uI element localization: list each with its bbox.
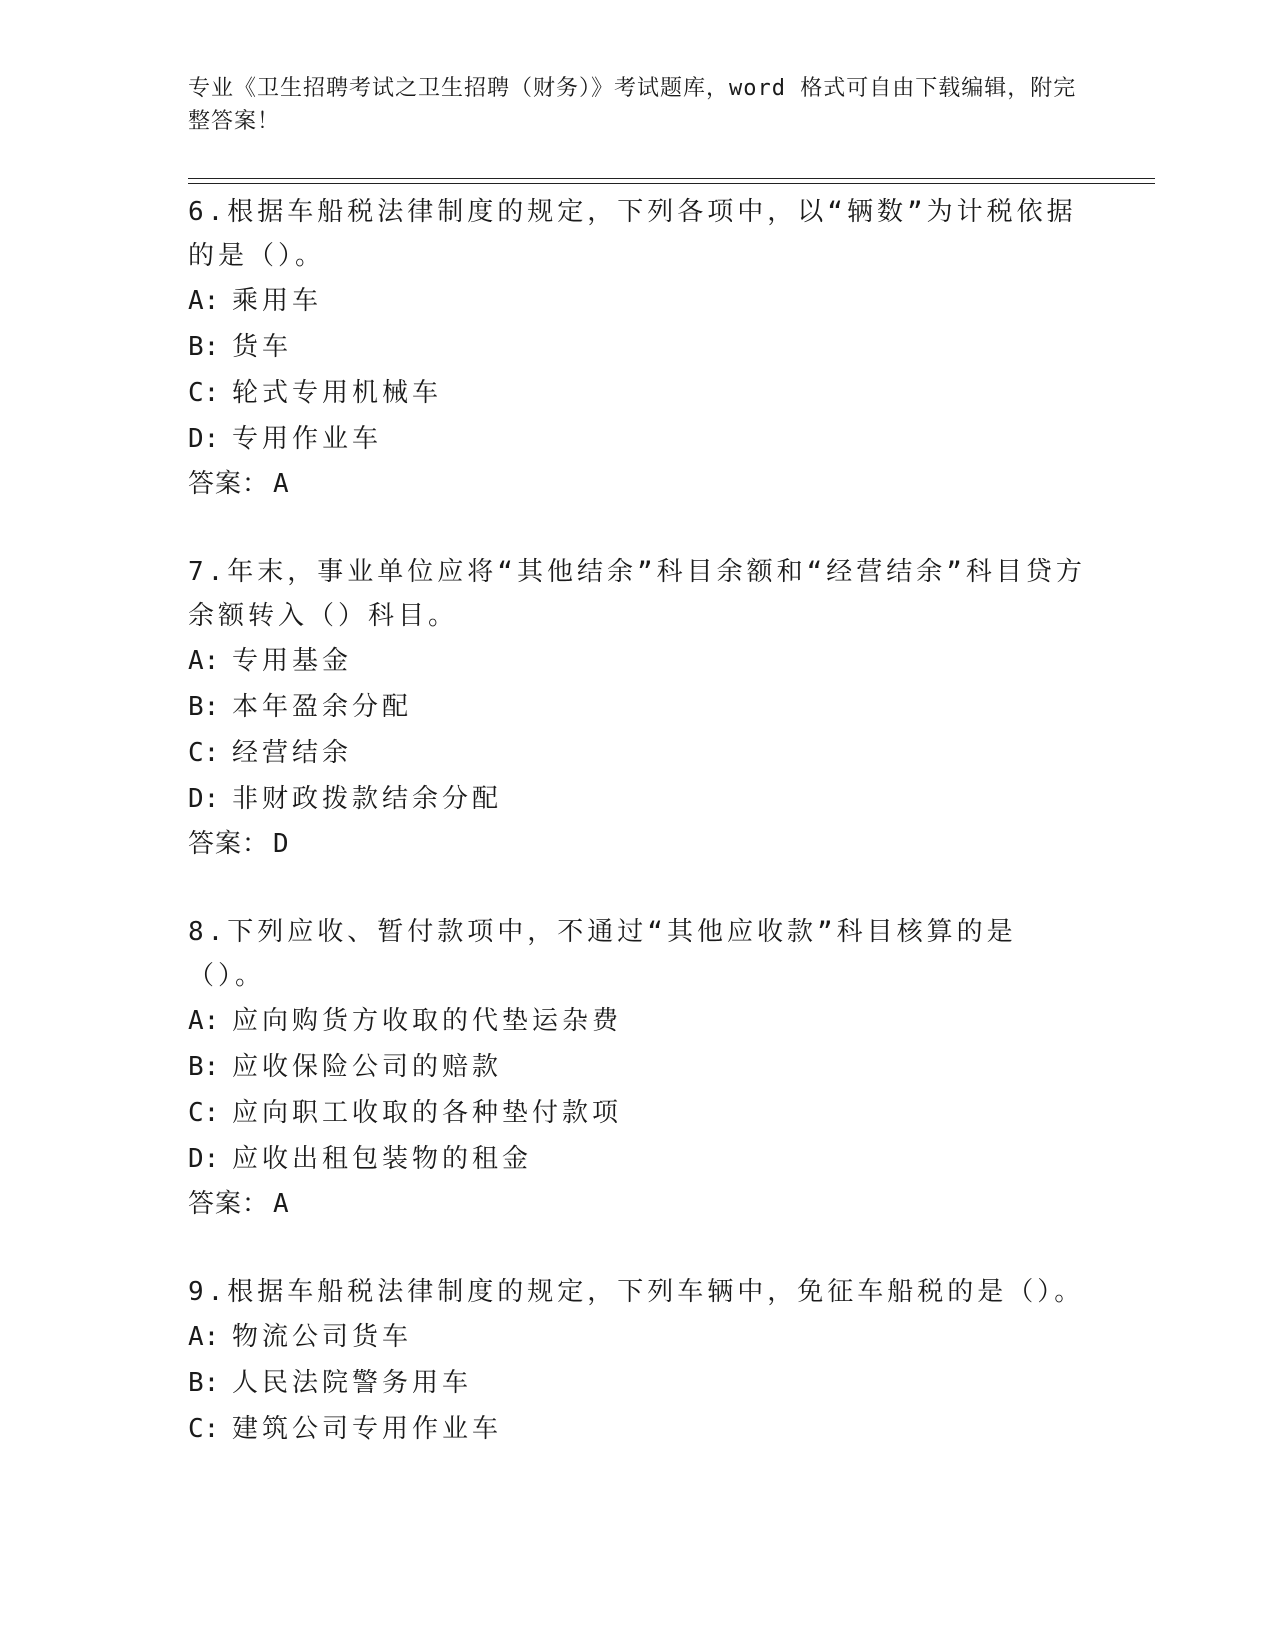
option-b	[188, 1044, 1088, 1090]
question-8	[188, 910, 1088, 1226]
option-text: 本年盈余分配	[232, 692, 413, 722]
option-key: C:	[188, 378, 220, 408]
option-text: 专用作业车	[232, 424, 383, 454]
option-a	[188, 1314, 1088, 1360]
option-text: 人民法院警务用车	[232, 1368, 473, 1398]
option-d	[188, 1136, 1088, 1182]
option-key: B:	[188, 1052, 220, 1082]
question-7	[188, 550, 1088, 866]
option-a	[188, 998, 1088, 1044]
option-d	[188, 776, 1088, 822]
option-text: 非财政拨款结余分配	[232, 784, 503, 814]
option-b	[188, 684, 1088, 730]
option-key: B:	[188, 692, 220, 722]
option-text: 应收出租包装物的租金	[232, 1144, 533, 1174]
question-stem: 9.根据车船税法律制度的规定，下列车辆中，免征车船税的是（）。	[188, 1277, 1085, 1307]
question-stem: 6.根据车船税法律制度的规定，下列各项中，以“辆数”为计税依据的是（）。	[188, 197, 1077, 271]
option-key: D:	[188, 424, 220, 454]
option-text: 轮式专用机械车	[232, 378, 443, 408]
answer-value: A	[273, 1189, 290, 1219]
answer-line	[188, 822, 1088, 866]
option-text: 货车	[232, 332, 293, 362]
answer-label: 答案：	[188, 469, 270, 499]
option-text: 应向职工收取的各种垫付款项	[232, 1098, 623, 1128]
option-key: C:	[188, 1414, 220, 1444]
option-key: D:	[188, 1144, 220, 1174]
option-key: A:	[188, 1322, 220, 1352]
answer-label: 答案：	[188, 1189, 270, 1219]
option-key: B:	[188, 1368, 220, 1398]
option-key: B:	[188, 332, 220, 362]
option-c	[188, 1090, 1088, 1136]
option-key: A:	[188, 646, 220, 676]
answer-value: A	[273, 469, 290, 499]
option-d	[188, 416, 1088, 462]
question-9	[188, 1270, 1088, 1452]
option-key: C:	[188, 1098, 220, 1128]
document-header: 专业《卫生招聘考试之卫生招聘（财务）》考试题库，word 格式可自由下载编辑，附完整答案！	[188, 76, 1077, 134]
option-text: 应向购货方收取的代垫运杂费	[232, 1006, 623, 1036]
option-text: 应收保险公司的赔款	[232, 1052, 503, 1082]
option-text: 专用基金	[232, 646, 353, 676]
option-a	[188, 278, 1088, 324]
option-key: A:	[188, 286, 220, 316]
option-c	[188, 370, 1088, 416]
option-c	[188, 730, 1088, 776]
answer-label: 答案：	[188, 829, 270, 859]
option-a	[188, 638, 1088, 684]
option-c	[188, 1406, 1088, 1452]
question-stem: 7.年末，事业单位应将“其他结余”科目余额和“经营结余”科目贷方余额转入（）科目。	[188, 557, 1086, 631]
option-key: C:	[188, 738, 220, 768]
question-list	[188, 190, 1088, 1452]
answer-line	[188, 1182, 1088, 1226]
answer-line	[188, 462, 1088, 506]
answer-value: D	[273, 829, 290, 859]
option-b	[188, 324, 1088, 370]
option-text: 物流公司货车	[232, 1322, 413, 1352]
option-text: 建筑公司专用作业车	[232, 1414, 503, 1444]
question-stem: 8.下列应收、暂付款项中，不通过“其他应收款”科目核算的是（）。	[188, 917, 1017, 991]
option-text: 乘用车	[232, 286, 323, 316]
option-b	[188, 1360, 1088, 1406]
question-6	[188, 190, 1088, 506]
option-text: 经营结余	[232, 738, 353, 768]
header-divider-top	[188, 178, 1155, 179]
header-divider-bottom	[188, 183, 1155, 184]
option-key: A:	[188, 1006, 220, 1036]
option-key: D:	[188, 784, 220, 814]
